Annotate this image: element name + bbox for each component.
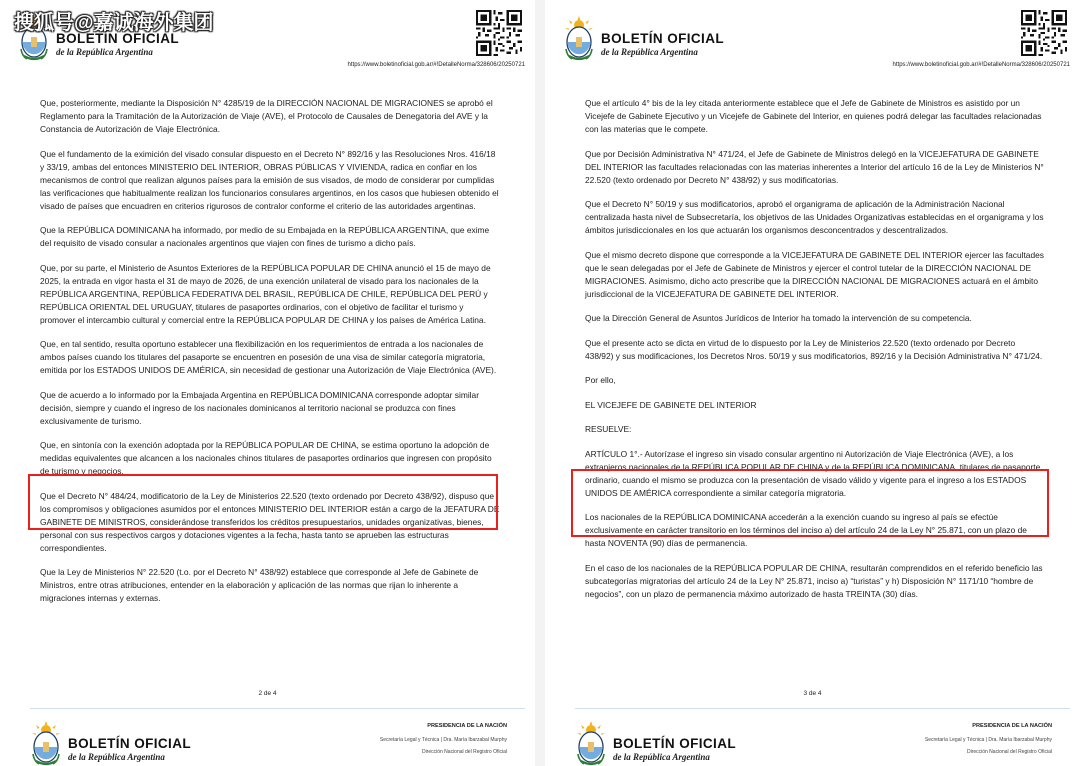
paragraph: Que el Decreto N° 484/24, modificatorio de la Ley de Ministerios 22.520 (texto ordenado por Decreto 438/92), dispuso que los compromisos y obligaciones asumidos por el entonces MINISTERIO DEL INTERIOR están a cargo de la JEFATURA DE GABINETE DE MINISTROS, considerándose transferidos los créditos presupuestarios, unidades organizativas, bienes, personal con sus respectivos cargos y dotaciones vigentes a la fecha, hasta tanto se aprueben las estructuras correspondientes. — [40, 490, 500, 553]
document-url[interactable]: https://www.boletinoficial.gob.ar/#!DetalleNorma/328606/20250721 — [892, 62, 1070, 68]
logo-subtitle: de la República Argentina — [613, 752, 710, 762]
logo-subtitle: de la República Argentina — [601, 47, 698, 57]
paragraph: Por ello, — [585, 375, 616, 385]
footer-secretaria-label: Secretaría Legal y Técnica — [379, 737, 440, 743]
logo-title: BOLETÍN OFICIAL — [613, 736, 736, 751]
paragraph: Que, en tal sentido, resulta oportuno establecer una flexibilización en los requerimientos de entrada a los nacionales de ambos países cuando los titulares del pasaporte se encuentren en posesión de una visa de similar categoría migratoria, emitida por los ESTADOS UNIDOS DE AMÉRICA, sin necesidad de gestionar una Autorización de Viaje Electrónica (AVE). — [40, 339, 497, 375]
logo-title: BOLETÍN OFICIAL — [601, 31, 724, 46]
footer-info — [380, 723, 507, 755]
document-url[interactable]: https://www.boletinoficial.gob.ar/#!DetalleNorma/328606/20250721 — [347, 62, 525, 68]
footer-info — [925, 723, 1052, 755]
footer-logo — [30, 719, 230, 765]
footer-secretaria: Secretaría Legal y Técnica | Dra. María Ibarzabal Murphy — [924, 737, 1052, 743]
paragraph-highlighted: Que, en sintonía con la exención adoptada por la REPÚBLICA POPULAR DE CHINA, se estima oportuno la adopción de medidas equivalentes que alcancen a los nacionales chinos titulares de pasaportes ordinarios que ingresen con propósito de turismo y negocios. — [40, 440, 492, 476]
qr-code-icon — [1021, 10, 1067, 56]
paragraph: Los nacionales de la REPÚBLICA DOMINICANA accederán a la exención cuando su ingreso al país se efectúe exclusivamente en carácter transitorio en los términos del inciso a) del artículo 24 de la Ley N° 25.871, con un plazo de hasta NOVENTA (90) días de permanencia. — [585, 512, 1027, 548]
paragraph: Que el Decreto N° 50/19 y sus modificatorios, aprobó el organigrama de aplicación de la Administración Nacional centralizada hasta nivel de Subsecretaría, los objetivos de las Unidades Organizativas establecidas en el organigrama y los ámbitos jurisdiccionales en los que actuarán los organismos desconcentrados y descentralizados. — [585, 199, 1044, 235]
paragraph: EL VICEJEFE DE GABINETE DEL INTERIOR — [585, 399, 757, 410]
paragraph: Que de acuerdo a lo informado por la Embajada Argentina en REPÚBLICA DOMINICANA corresponde adoptar similar decisión, siempre y cuando el ingreso de los nacionales dominicanos al territorio nacional se produzca con fines exclusivamente de turismo. — [40, 389, 479, 426]
document-page-2 — [0, 0, 535, 766]
footer-org: PRESIDENCIA DE LA NACIÓN — [427, 723, 507, 729]
paragraph: Que el fundamento de la eximición del visado consular dispuesto en el Decreto N° 892/16 y las Resoluciones Nros. 416/18 y 33/19, ambas del entonces MINISTERIO DEL INTERIOR, OBRAS PÚBLICAS Y VIVIENDA, radica en confiar en los mecanismos de control que realizan algunos países para la emisión de sus visados, de modo de considerar por cumplidas las verificaciones que habitualmente realizan los funcionarios consulares argentinos, en los casos que hubiesen obtenido el visado de países que encuadren en criterios rigurosos de contralor conforme el criterio de las autoridades argentinas. — [40, 148, 499, 211]
watermark-text: 搜狐号@嘉诚海外集团 — [14, 12, 214, 34]
paragraph: Que, posteriormente, mediante la Disposición N° 4285/19 de la DIRECCIÓN NACIONAL DE MIGRACIONES se aprobó el Reglamento para la Tramitación de la Autorización de Viaje (AVE), el Protocolo de Causales de Denegatoria del AVE y la Constancia de Autorización de Viaje Electrónica. — [40, 98, 493, 134]
document-page-3 — [545, 0, 1080, 766]
boletin-logo — [563, 14, 773, 64]
footer-secretaria-label: Secretaría Legal y Técnica — [924, 737, 985, 743]
paragraph: Que la Dirección General de Asuntos Jurídicos de Interior ha tomado la intervención de su competencia. — [585, 313, 972, 323]
paragraph: Que, por su parte, el Ministerio de Asuntos Exteriores de la REPÚBLICA POPULAR DE CHINA anunció el 15 de mayo de 2025, la entrada en vigor hasta el 31 de mayo de 2026, de una exención unilateral de visado para los nacionales de la REPÚBLICA ARGENTINA, REPÚBLICA FEDERATIVA DEL BRASIL, REPÚBLICA DE CHILE, REPÚBLICA DEL PERÚ y REPÚBLICA ORIENTAL DEL URUGUAY, titulares de pasaportes ordinarios, con el objetivo de facilitar el turismo y promover el intercambio cultural y comercial entre la REPÚBLICA POPULAR DE CHINA y los países de América Latina. — [40, 262, 491, 325]
logo-title: BOLETÍN OFICIAL — [56, 31, 179, 46]
emblem-icon — [575, 721, 607, 766]
page-number: 3 de 4 — [803, 690, 822, 697]
paragraph-highlighted: ARTÍCULO 1°.- Autorízase el ingreso sin visado consular argentino ni Autorización de Viaje Electrónica (AVE), a los extranjeros nacionales de la REPÚBLICA POPULAR DE CHINA y de la REPÚBLICA DOMINICANA, titulares de pasaporte ordinario, cuando el mismo se produzca con la presentación de visado válido y vigente para el ingreso a los ESTADOS UNIDOS DE AMÉRICA correspondiente a similar categoría migratoria. — [585, 448, 1041, 498]
footer-direccion: Dirección Nacional del Registro Oficial — [421, 749, 507, 755]
footer-director: Dra. María Ibarzabal Murphy — [443, 737, 507, 743]
paragraph: Que el artículo 4° bis de la ley citada anteriormente establece que el Jefe de Gabinete de Ministros es asistido por un Vicejefe de Gabinete Ejecutivo y un Vicejefe de Gabinete del Interior, en quienes podrá delegar las facultades relacionadas con las materias que le compete. — [585, 98, 1042, 134]
page-number: 2 de 4 — [258, 690, 277, 697]
paragraph: RESUELVE: — [585, 424, 632, 434]
paragraph: Que la REPÚBLICA DOMINICANA ha informado, por medio de su Embajada en la REPÚBLICA ARGENTINA, que exime del requisito de visado consular a nacionales argentinos que viajen con fines de turismo a dicho país. — [40, 225, 490, 248]
page-body — [40, 97, 500, 617]
paragraph: Que el mismo decreto dispone que corresponde a la VICEJEFATURA DE GABINETE DEL INTERIOR ejercer las facultades que le sean delegadas por el Jefe de Gabinete de Ministros y ejercer el control tutelar de la DIRECCIÓN NACIONAL DE MIGRACIONES. Asimismo, dicho acto prescribe que la DIRECCIÓN NACIONAL DE MIGRACIONES actuará en el ámbito jurisdiccional de la VICEJEFATURA DE GABINETE DEL INTERIOR. — [585, 249, 1044, 299]
footer-direccion: Dirección Nacional del Registro Oficial — [966, 749, 1052, 755]
footer-secretaria: Secretaría Legal y Técnica | Dra. María Ibarzabal Murphy — [379, 737, 507, 743]
footer-divider — [30, 708, 525, 709]
logo-subtitle: de la República Argentina — [68, 752, 165, 762]
paragraph: Que la Ley de Ministerios N° 22.520 (t.o. por el Decreto N° 438/92) establece que corresponde al Jefe de Gabinete de Ministros, entre otras atribuciones, entender en la elaboración y aplicación de las normas que rijan lo inherente a migraciones internas y externas. — [40, 567, 479, 603]
footer-org: PRESIDENCIA DE LA NACIÓN — [972, 723, 1052, 729]
footer-logo — [575, 719, 775, 765]
paragraph: Que el presente acto se dicta en virtud de lo dispuesto por la Ley de Ministerios 22.520 (texto ordenado por Decreto 438/92) y sus modificaciones, los Decretos Nros. 50/19 y sus modificatorios, 892/16 y la Decisión Administrativa N° 471/24. — [585, 337, 1043, 361]
footer-divider — [575, 708, 1070, 709]
footer-director: Dra. María Ibarzabal Murphy — [988, 737, 1052, 743]
emblem-icon — [30, 721, 62, 766]
logo-subtitle: de la República Argentina — [56, 47, 153, 57]
emblem-icon — [563, 16, 595, 62]
paragraph: Que por Decisión Administrativa N° 471/24, el Jefe de Gabinete de Ministros delegó en la VICEJEFATURA DE GABINETE DEL INTERIOR las facultades relacionadas con las materias inherentes a Interior del artículo 16 de la Ley de Ministerios N° 22.520 (texto ordenado por Decreto N° 438/92) y sus modificatorias. — [585, 148, 1044, 185]
highlight-box — [28, 474, 498, 530]
logo-title: BOLETÍN OFICIAL — [68, 736, 191, 751]
highlight-box — [571, 469, 1049, 537]
paragraph: En el caso de los nacionales de la REPÚBLICA POPULAR DE CHINA, resultarán comprendidos en el referido beneficio las subcategorías migratorias del artículo 24 de la Ley N° 25.871, inciso a) “turistas” y h) Disposición N° 1171/10 “hombre de negocios”, con un plazo de permanencia máximo autorizado de hasta TREINTA (30) días. — [585, 562, 1043, 599]
qr-code-icon — [476, 10, 522, 56]
